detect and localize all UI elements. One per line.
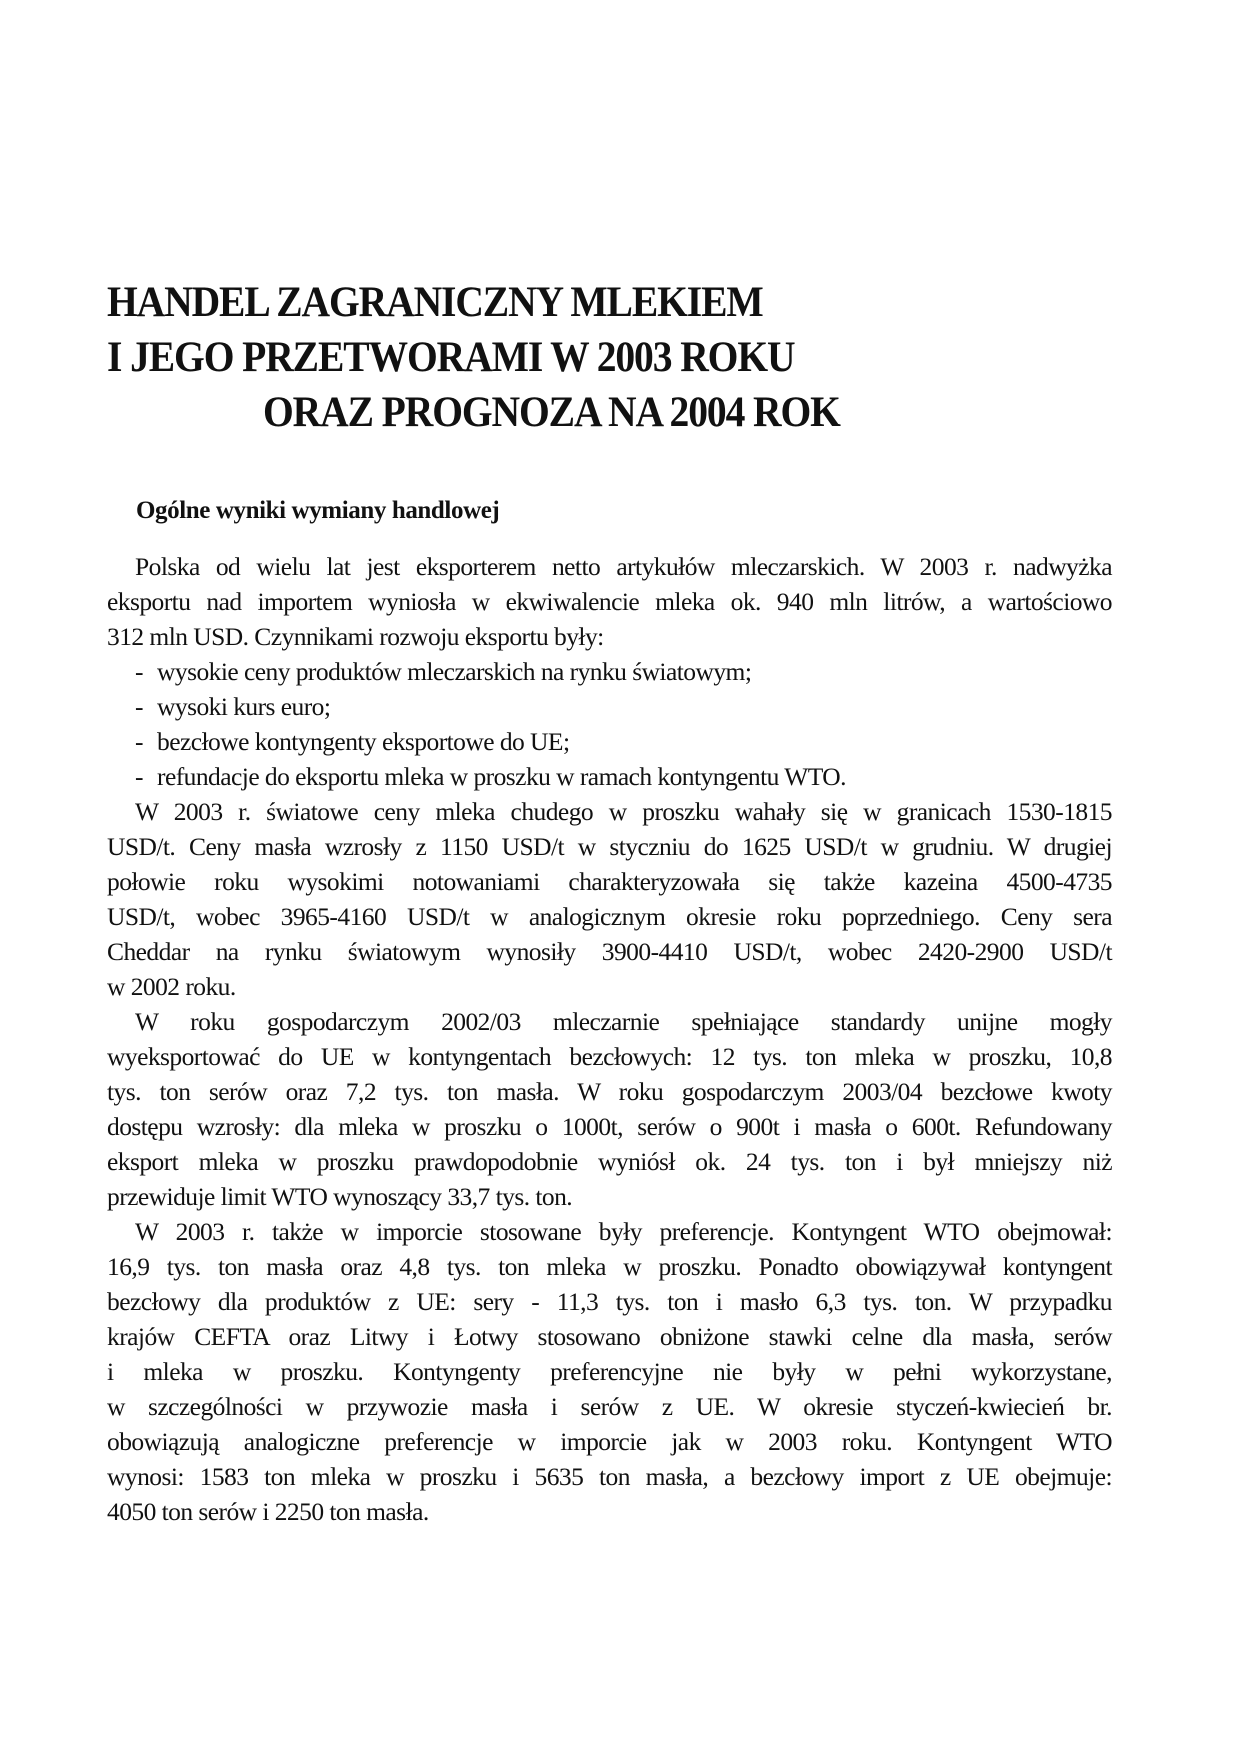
- text-line: krajów CEFTA oraz Litwy i Łotwy stosowano obniżone stawki celne dla masła, serów: [107, 1322, 1112, 1351]
- dash-bullet: -: [135, 762, 143, 791]
- dash-bullet: -: [135, 657, 143, 686]
- text-line: eksport mleka w proszku prawdopodobnie wyniósł ok. 24 tys. ton i był mniejszy niż: [107, 1147, 1112, 1176]
- text-line: Polska od wielu lat jest eksporterem netto artykułów mleczarskich. W 2003 r. nadwyżka: [135, 552, 1112, 581]
- list-item: [135, 654, 751, 689]
- section-heading: Ogólne wyniki wymiany handlowej: [136, 497, 500, 524]
- text-line: bezcłowy dla produktów z UE: sery - 11,3 tys. ton i masło 6,3 tys. ton. W przypadku: [107, 1287, 1112, 1316]
- list-item: [135, 689, 330, 724]
- list-item-text: refundacje do eksportu mleka w proszku w ramach kontyngentu WTO.: [157, 762, 846, 791]
- text-line: eksportu nad importem wyniosła w ekwiwalencie mleka ok. 940 mln litrów, a wartościowo: [107, 587, 1112, 616]
- dash-bullet: -: [135, 727, 143, 756]
- title-line-3: ORAZ PROGNOZA NA 2004 ROK: [263, 389, 840, 436]
- text-line: USD/t. Ceny masła wzrosły z 1150 USD/t w styczniu do 1625 USD/t w grudniu. W drugiej: [107, 832, 1112, 861]
- list-item-text: wysokie ceny produktów mleczarskich na rynku światowym;: [157, 657, 752, 686]
- text-line: i mleka w proszku. Kontyngenty preferencyjne nie były w pełni wykorzystane,: [107, 1357, 1112, 1386]
- text-line: 16,9 tys. ton masła oraz 4,8 tys. ton mleka w proszku. Ponadto obowiązywał kontyngent: [107, 1252, 1112, 1281]
- title-line-2: I JEGO PRZETWORAMI W 2003 ROKU: [107, 334, 795, 381]
- text-line: obowiązują analogiczne preferencje w imporcie jak w 2003 roku. Kontyngent WTO: [107, 1427, 1112, 1456]
- list-item: [135, 724, 570, 759]
- text-line: W 2003 r. światowe ceny mleka chudego w proszku wahały się w granicach 1530-1815: [135, 797, 1112, 826]
- text-line: Cheddar na rynku światowym wynosiły 3900-4410 USD/t, wobec 2420-2900 USD/t: [107, 937, 1112, 966]
- text-line: W roku gospodarczym 2002/03 mleczarnie spełniające standardy unijne mogły: [135, 1007, 1112, 1036]
- title-line-1: HANDEL ZAGRANICZNY MLEKIEM: [107, 279, 763, 326]
- text-line: USD/t, wobec 3965-4160 USD/t w analogicznym okresie roku poprzedniego. Ceny sera: [107, 902, 1112, 931]
- text-line: dostępu wzrosły: dla mleka w proszku o 1000t, serów o 900t i masła o 600t. Refundowany: [107, 1112, 1112, 1141]
- text-line: tys. ton serów oraz 7,2 tys. ton masła. W roku gospodarczym 2003/04 bezcłowe kwoty: [107, 1077, 1112, 1106]
- text-line: przewiduje limit WTO wynoszący 33,7 tys. ton.: [107, 1182, 573, 1211]
- dash-bullet: -: [135, 692, 143, 721]
- text-line: w 2002 roku.: [107, 972, 236, 1001]
- text-line: wynosi: 1583 ton mleka w proszku i 5635 ton masła, a bezcłowy import z UE obejmuje:: [107, 1462, 1112, 1491]
- text-line: 312 mln USD. Czynnikami rozwoju eksportu były:: [107, 622, 604, 651]
- list-item: [135, 759, 846, 794]
- text-line: wyeksportować do UE w kontyngentach bezcłowych: 12 tys. ton mleka w proszku, 10,8: [107, 1042, 1112, 1071]
- text-line: w szczególności w przywozie masła i serów z UE. W okresie styczeń-kwiecień br.: [107, 1392, 1112, 1421]
- list-item-text: bezcłowe kontyngenty eksportowe do UE;: [157, 727, 570, 756]
- text-line: połowie roku wysokimi notowaniami charakteryzowała się także kazeina 4500-4735: [107, 867, 1112, 896]
- text-line: W 2003 r. także w imporcie stosowane były preferencje. Kontyngent WTO obejmował:: [135, 1217, 1112, 1246]
- text-line: 4050 ton serów i 2250 ton masła.: [107, 1497, 429, 1526]
- list-item-text: wysoki kurs euro;: [157, 692, 331, 721]
